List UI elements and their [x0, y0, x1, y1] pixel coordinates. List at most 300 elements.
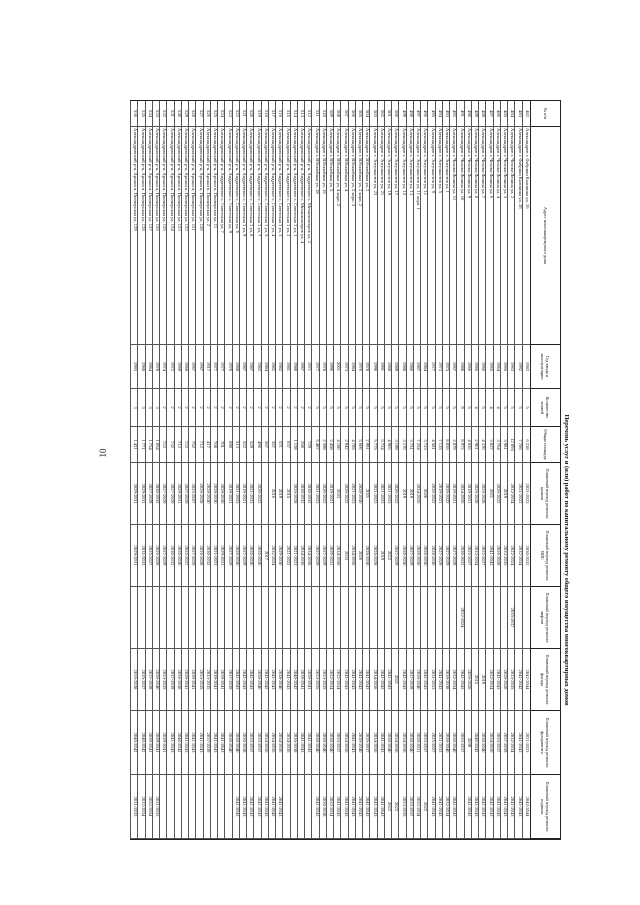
cell-address: Александровский р-н, Арсаки п, Пионерская ул, 127: [146, 127, 153, 345]
cell-facade: 2041-2043: [378, 649, 385, 711]
cell-elevator: [342, 587, 349, 649]
cell-year: 1984: [349, 345, 356, 389]
cell-num: 512: [305, 101, 312, 127]
cell-area: 3 827: [487, 427, 494, 463]
cell-elevator: [255, 587, 262, 649]
cell-elevator: [487, 587, 494, 649]
cell-address: Александров г. Юбилейная ул, 5: [327, 127, 334, 345]
cell-basement: [226, 775, 233, 839]
cell-num: 516: [276, 101, 283, 127]
cell-num: 486: [494, 101, 501, 127]
cell-num: 506: [349, 101, 356, 127]
cell-elevator: [407, 587, 414, 649]
cell-year: 1967: [189, 345, 196, 389]
table-row: [174, 101, 182, 839]
table-row: [464, 101, 472, 839]
cell-in-sys: 2041-2043: [487, 525, 494, 587]
cell-elevator: [334, 587, 341, 649]
cell-address: Александров г. Энтузиастов ул, 5: [436, 127, 443, 345]
cell-floors: 2: [233, 389, 240, 427]
cell-roof: 2027-2029: [146, 463, 153, 525]
table-row: [188, 101, 196, 839]
cell-basement: 2041-2043: [334, 775, 341, 839]
cell-in-sys: 2025-2027: [146, 525, 153, 587]
cell-elevator: [131, 587, 138, 649]
cell-year: 1978: [153, 345, 160, 389]
cell-address: Александровский р-н, Арсаки п, Пионерская ул, 129: [131, 127, 138, 345]
cell-in-sys: 2027-2029: [407, 525, 414, 587]
cell-floors: 5: [342, 389, 349, 427]
cell-roof: 2025-2027: [189, 463, 196, 525]
header-basement: Плановый период ремонта подвала: [530, 775, 560, 839]
cell-foundation: 2035-2037: [247, 711, 254, 775]
cell-area: 3 199: [392, 427, 399, 463]
table-row: [181, 101, 189, 839]
cell-floors: 5: [465, 389, 472, 427]
cell-basement: 2041-2043: [436, 775, 443, 839]
table-row: [268, 101, 276, 839]
cell-facade: 2033-2035: [320, 649, 327, 711]
cell-area: 690: [226, 427, 233, 463]
cell-floors: 5: [501, 389, 508, 427]
cell-num: 497: [414, 101, 421, 127]
cell-elevator: [240, 587, 247, 649]
cell-basement: 2041-2043: [371, 775, 378, 839]
cell-basement: [284, 775, 291, 839]
cell-facade: 2041-2043: [269, 649, 276, 711]
cell-facade: 2039-2041: [189, 649, 196, 711]
cell-roof: 2024-2026: [458, 463, 465, 525]
cell-in-sys: 2029-2030: [276, 525, 283, 587]
cell-year: 1988: [400, 345, 407, 389]
cell-area: 657: [284, 427, 291, 463]
cell-year: 1991: [378, 345, 385, 389]
rotated-page-content: [130, 100, 570, 840]
cell-basement: 2041-2043: [450, 775, 457, 839]
cell-area: 8 972: [458, 427, 465, 463]
cell-num: 511: [313, 101, 320, 127]
cell-year: 1988: [385, 345, 392, 389]
table-row: [413, 101, 421, 839]
cell-basement: 2042-2044: [523, 775, 530, 839]
cell-elevator: 2022-2024: [458, 587, 465, 649]
cell-facade: 2033-2035: [197, 649, 204, 711]
cell-in-sys: 2027-2029: [189, 525, 196, 587]
cell-foundation: 2038-2040: [233, 711, 240, 775]
cell-address: Александров г. Юбилейная ул, 4 корп. 2: [334, 127, 341, 345]
cell-floors: 3: [139, 389, 146, 427]
cell-roof: 2019: [400, 463, 407, 525]
cell-area: 417: [204, 427, 211, 463]
cell-foundation: 2038-2040: [313, 711, 320, 775]
cell-roof: 2015: [284, 463, 291, 525]
cell-roof: 2019-2021: [327, 463, 334, 525]
cell-facade: 2041-2043: [342, 649, 349, 711]
cell-roof: 2019-2021: [240, 463, 247, 525]
cell-roof: 2019-2021: [450, 463, 457, 525]
cell-basement: [291, 775, 298, 839]
cell-floors: 5: [371, 389, 378, 427]
cell-num: 530: [175, 101, 182, 127]
cell-foundation: 2040-2042: [175, 711, 182, 775]
cell-foundation: 2035-2037: [334, 711, 341, 775]
cell-facade: 2038-2040: [414, 649, 421, 711]
cell-elevator: [218, 587, 225, 649]
cell-num: 531: [168, 101, 175, 127]
cell-roof: 2030-2032: [153, 463, 160, 525]
cell-in-sys: 2017: [262, 525, 269, 587]
table-row: [203, 101, 211, 839]
cell-address: Александров г. Энтузиастов ул, 1: [443, 127, 450, 345]
cell-year: 1966: [465, 345, 472, 389]
cell-basement: 2041-2043: [342, 775, 349, 839]
cell-elevator: [313, 587, 320, 649]
cell-roof: 2021-2023: [233, 463, 240, 525]
cell-area: 3 723: [421, 427, 428, 463]
cell-floors: 5: [436, 389, 443, 427]
cell-floors: 5: [429, 389, 436, 427]
cell-foundation: 2035-2037: [255, 711, 262, 775]
cell-elevator: [516, 587, 523, 649]
cell-address: Александров г. Энтузиастов ул, 15: [400, 127, 407, 345]
cell-facade: 2038-2040: [255, 649, 262, 711]
table-row: [442, 101, 450, 839]
table-row: [167, 101, 175, 839]
cell-floors: 5: [407, 389, 414, 427]
cell-in-sys: 2022: [385, 525, 392, 587]
cell-in-sys: 2028-2030: [233, 525, 240, 587]
cell-elevator: [501, 587, 508, 649]
cell-num: 490: [465, 101, 472, 127]
cell-area: 12 893: [508, 427, 515, 463]
cell-year: 1972: [168, 345, 175, 389]
table-row: [225, 101, 233, 839]
cell-in-sys: 2027-2029: [240, 525, 247, 587]
cell-elevator: [400, 587, 407, 649]
cell-num: 526: [204, 101, 211, 127]
cell-basement: 2041-2043: [247, 775, 254, 839]
cell-floors: 4: [472, 389, 479, 427]
cell-num: 496: [421, 101, 428, 127]
cell-facade: 2036-2038: [131, 649, 138, 711]
repair-schedule-table: [130, 100, 561, 840]
cell-basement: 2041-2043: [465, 775, 472, 839]
cell-area: 3 170: [400, 427, 407, 463]
cell-year: 1988: [233, 345, 240, 389]
cell-basement: 2041-2043: [313, 775, 320, 839]
cell-elevator: [298, 587, 305, 649]
cell-elevator: [247, 587, 254, 649]
cell-roof: 2028-2030: [204, 463, 211, 525]
table-row: [435, 101, 443, 839]
table-row: [515, 101, 523, 839]
cell-in-sys: 2025-2027: [465, 525, 472, 587]
cell-basement: [182, 775, 189, 839]
cell-elevator: [197, 587, 204, 649]
cell-area: 513: [233, 427, 240, 463]
cell-basement: 2041-2043: [349, 775, 356, 839]
cell-area: 2 901: [472, 427, 479, 463]
cell-address: Александров г. Чехова-Ленина ул, 10: [458, 127, 465, 345]
cell-floors: 2: [211, 389, 218, 427]
cell-year: 1988: [458, 345, 465, 389]
table-row: [449, 101, 457, 839]
cell-num: 509: [327, 101, 334, 127]
table-row: [399, 101, 407, 839]
table-row: [130, 101, 138, 839]
cell-address: Александров г. Энтузиастов ул, 9: [429, 127, 436, 345]
cell-roof: 2020: [421, 463, 428, 525]
cell-roof: 2020-2022: [320, 463, 327, 525]
header-elevator: Плановый период ремонта лифтов: [530, 587, 560, 649]
cell-num: 488: [479, 101, 486, 127]
cell-elevator: [378, 587, 385, 649]
cell-floors: 2: [284, 389, 291, 427]
cell-basement: 2022: [392, 775, 399, 839]
cell-year: 1965: [487, 345, 494, 389]
cell-foundation: 2041-2043: [189, 711, 196, 775]
cell-roof: 2028-2030: [218, 463, 225, 525]
cell-roof: 2027-2029: [182, 463, 189, 525]
cell-area: 3 764: [494, 427, 501, 463]
cell-facade: 2042-2044: [523, 649, 530, 711]
table-row: [145, 101, 153, 839]
cell-facade: 2041-2043: [458, 649, 465, 711]
cell-facade: 2037-2039: [146, 649, 153, 711]
cell-in-sys: 2027-2029: [392, 525, 399, 587]
cell-foundation: 2035-2037: [494, 711, 501, 775]
cell-facade: 2032-2034: [450, 649, 457, 711]
cell-elevator: 2035-2037: [508, 587, 515, 649]
cell-foundation: 2041-2043: [211, 711, 218, 775]
table-row: [391, 101, 399, 839]
cell-elevator: [160, 587, 167, 649]
cell-area: 708: [211, 427, 218, 463]
cell-elevator: [146, 587, 153, 649]
cell-area: 2 991: [363, 427, 370, 463]
cell-roof: 2030-2032: [298, 463, 305, 525]
cell-area: 712: [197, 427, 204, 463]
cell-elevator: [479, 587, 486, 649]
cell-year: 2001: [334, 345, 341, 389]
cell-area: 4 905: [385, 427, 392, 463]
cell-address: Александровский р-н, Андреевское с, Советская ул, 6: [233, 127, 240, 345]
cell-year: 1984: [146, 345, 153, 389]
cell-elevator: [494, 587, 501, 649]
cell-facade: 2041-2043: [349, 649, 356, 711]
cell-num: 500: [392, 101, 399, 127]
cell-facade: 2040-2042: [291, 649, 298, 711]
cell-num: 522: [233, 101, 240, 127]
cell-foundation: 2040-2042: [131, 711, 138, 775]
header-num: № п/п: [530, 101, 560, 127]
cell-num: 528: [189, 101, 196, 127]
cell-foundation: 2028-2031: [414, 711, 421, 775]
header-facade: Плановый период ремонта фасада: [530, 649, 560, 711]
cell-year: 1963: [508, 345, 515, 389]
cell-address: Александровский р-н, Андреевское с, Советская 1 ул, 3: [276, 127, 283, 345]
cell-year: 1986: [407, 345, 414, 389]
cell-roof: 2016: [269, 463, 276, 525]
cell-floors: 2: [182, 389, 189, 427]
table-row: [486, 101, 494, 839]
cell-address: Александровский р-н, Андреевское с, Советская ул, 9: [226, 127, 233, 345]
cell-basement: 2031-2033: [131, 775, 138, 839]
table-row: [312, 101, 320, 839]
cell-area: 1 754: [146, 427, 153, 463]
cell-facade: 2037-2039: [168, 649, 175, 711]
table-row: [457, 101, 465, 839]
cell-num: 487: [487, 101, 494, 127]
cell-num: 489: [472, 101, 479, 127]
cell-elevator: [363, 587, 370, 649]
cell-roof: 2021: [363, 463, 370, 525]
cell-foundation: 2025-2027: [429, 711, 436, 775]
cell-elevator: [204, 587, 211, 649]
cell-area: 1 421: [131, 427, 138, 463]
cell-num: 521: [240, 101, 247, 127]
cell-roof: 2021-2023: [349, 463, 356, 525]
cell-year: 1967: [197, 345, 204, 389]
cell-basement: 2041-2043: [494, 775, 501, 839]
cell-year: 1964: [494, 345, 501, 389]
cell-elevator: [233, 587, 240, 649]
cell-in-sys: 2027-2029: [443, 525, 450, 587]
cell-basement: 2032-2034: [443, 775, 450, 839]
table-row: [522, 101, 530, 839]
cell-floors: 5: [356, 389, 363, 427]
cell-floors: 5: [327, 389, 334, 427]
table-row: [246, 101, 254, 839]
cell-address: Александровский р-н, Арсаки п, Пионерская ул, 120: [197, 127, 204, 345]
cell-area: 6 238: [523, 427, 530, 463]
cell-facade: 2041-2042: [516, 649, 523, 711]
cell-num: 483: [516, 101, 523, 127]
cell-foundation: 2031-2033: [436, 711, 443, 775]
cell-address: Александров г. Чехова-Ленина ул, 7: [479, 127, 486, 345]
cell-basement: 2041-2043: [356, 775, 363, 839]
cell-floors: 5: [414, 389, 421, 427]
cell-in-sys: 2021-2022: [284, 525, 291, 587]
cell-year: 1978: [363, 345, 370, 389]
cell-basement: 2041-2043: [479, 775, 486, 839]
cell-in-sys: 2027-2029: [160, 525, 167, 587]
cell-foundation: 2041-2043: [298, 711, 305, 775]
cell-address: Александровский р-н, Арсаки п, Пионерская ул, 121: [189, 127, 196, 345]
table-row: [254, 101, 262, 839]
cell-num: 485: [501, 101, 508, 127]
cell-floors: 5: [400, 389, 407, 427]
cell-roof: 2026-2028: [479, 463, 486, 525]
cell-elevator: [284, 587, 291, 649]
cell-floors: 2: [255, 389, 262, 427]
header-in-sys: Плановый период ремонта ВИС: [530, 525, 560, 587]
table-row: [283, 101, 291, 839]
cell-foundation: 2038-2040: [443, 711, 450, 775]
cell-num: 493: [443, 101, 450, 127]
cell-foundation: 2034-2036: [262, 711, 269, 775]
cell-basement: 2041-2043: [516, 775, 523, 839]
cell-facade: 2038-2040: [276, 649, 283, 711]
cell-elevator: [291, 587, 298, 649]
cell-in-sys: 2028-2030: [429, 525, 436, 587]
cell-address: Александров г. Чехова-Ленина ул, 4: [494, 127, 501, 345]
cell-year: 1967: [298, 345, 305, 389]
cell-floors: 5: [363, 389, 370, 427]
cell-roof: 2020-2022: [342, 463, 349, 525]
cell-year: 1966: [479, 345, 486, 389]
cell-area: 7 254: [414, 427, 421, 463]
cell-address: Александровский р-н, Арсаки п, Пионерская ул, 125: [160, 127, 167, 345]
cell-floors: 2: [262, 389, 269, 427]
cell-elevator: [465, 587, 472, 649]
cell-foundation: 2041-2043: [378, 711, 385, 775]
cell-in-sys: 2026-2028: [371, 525, 378, 587]
table-row: [319, 101, 327, 839]
cell-elevator: [371, 587, 378, 649]
table-row: [507, 101, 515, 839]
cell-basement: 2031-2033: [153, 775, 160, 839]
cell-address: Александров г. Энтузиастов ул, 17: [392, 127, 399, 345]
cell-facade: 2028-2028: [501, 649, 508, 711]
table-row: [138, 101, 146, 839]
cell-num: 494: [436, 101, 443, 127]
cell-foundation: 2038-2040: [407, 711, 414, 775]
cell-roof: 2033: [334, 463, 341, 525]
cell-foundation: 2035-2037: [363, 711, 370, 775]
cell-year: 1973: [342, 345, 349, 389]
cell-address: Александровский р-н, Андреевское с, Механизаторов ул, 2: [305, 127, 312, 345]
cell-year: 1982: [276, 345, 283, 389]
cell-year: 1990: [371, 345, 378, 389]
cell-roof: 2019: [501, 463, 508, 525]
cell-facade: 2036-2038: [443, 649, 450, 711]
cell-area: 7 135: [436, 427, 443, 463]
cell-roof: 2019-2021: [226, 463, 233, 525]
cell-roof: 2029-2031: [139, 463, 146, 525]
cell-year: 1996: [327, 345, 334, 389]
table-row: [275, 101, 283, 839]
cell-area: 701: [218, 427, 225, 463]
cell-elevator: [450, 587, 457, 649]
cell-elevator: [276, 587, 283, 649]
cell-in-sys: 2022-2024: [508, 525, 515, 587]
cell-foundation: 2038-2040: [320, 711, 327, 775]
cell-area: 4 785: [349, 427, 356, 463]
cell-elevator: [211, 587, 218, 649]
header-foundation: Плановый период ремонта фундамента: [530, 711, 560, 775]
cell-elevator: [175, 587, 182, 649]
cell-num: 513: [298, 101, 305, 127]
cell-facade: 2032-2034: [487, 649, 494, 711]
cell-foundation: 2038-2040: [356, 711, 363, 775]
cell-area: 1 159: [291, 427, 298, 463]
cell-num: 535: [139, 101, 146, 127]
cell-facade: 2041-2043: [240, 649, 247, 711]
cell-floors: 2: [218, 389, 225, 427]
cell-address: Александров г. Энтузиастов ул, 13: [407, 127, 414, 345]
table-row: [261, 101, 269, 839]
cell-area: 712: [175, 427, 182, 463]
cell-roof: [262, 463, 269, 525]
cell-facade: 2036-2038: [175, 649, 182, 711]
cell-facade: 2032-2034: [334, 649, 341, 711]
cell-area: 2 942: [342, 427, 349, 463]
cell-roof: 2020-2022: [429, 463, 436, 525]
cell-foundation: 2039-2041: [153, 711, 160, 775]
cell-year: 1981: [284, 345, 291, 389]
cell-year: 1975: [443, 345, 450, 389]
